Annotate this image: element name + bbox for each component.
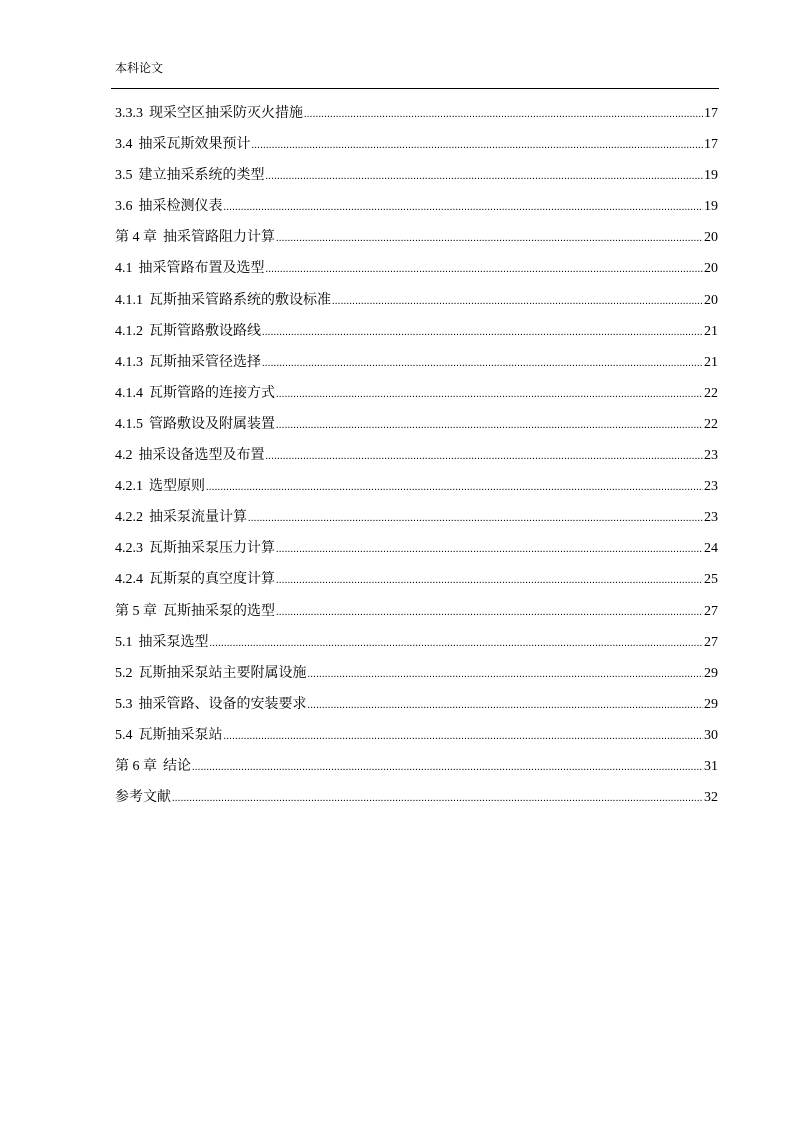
toc-entry-title: 抽采泵流量计算 <box>149 510 247 526</box>
toc-entry-number: 5.2 <box>115 665 133 681</box>
toc-entry-number: 5.4 <box>115 727 133 743</box>
toc-entry-number: 4.1 <box>115 261 133 277</box>
toc-entry-number: 第 5 章 <box>115 603 157 619</box>
toc-entry-page-number: 19 <box>704 199 718 215</box>
toc-entry[interactable] <box>115 316 718 347</box>
toc-entry[interactable] <box>115 253 718 284</box>
toc-entry-page-number: 23 <box>704 510 718 526</box>
toc-entry-title: 瓦斯抽采管径选择 <box>149 354 261 370</box>
toc-entry[interactable] <box>115 751 718 782</box>
toc-entry-title: 抽采检测仪表 <box>138 199 223 215</box>
toc-entry-heading <box>115 596 275 627</box>
toc-entry[interactable] <box>115 564 718 595</box>
toc-entry-heading <box>115 222 275 253</box>
toc-entry[interactable] <box>115 129 718 160</box>
toc-entry-title: 建立抽采系统的类型 <box>138 168 265 184</box>
toc-entry-heading <box>115 191 223 222</box>
toc-entry-heading <box>115 253 265 284</box>
toc-entry[interactable] <box>115 502 718 533</box>
running-header-title: 本科论文 <box>115 61 164 75</box>
toc-dot-leader <box>276 223 703 254</box>
toc-entry-page-number: 23 <box>704 479 718 495</box>
toc-entry-number: 5.3 <box>115 696 133 712</box>
toc-entry-number: 4.2.1 <box>115 479 143 495</box>
toc-entry[interactable] <box>115 440 718 471</box>
toc-entry-title: 结论 <box>163 758 191 774</box>
header-divider <box>111 88 719 89</box>
toc-entry-title: 瓦斯管路的连接方式 <box>149 385 275 401</box>
toc-dot-leader <box>210 628 704 659</box>
toc-entry-title: 抽采管路、设备的安装要求 <box>138 696 307 712</box>
toc-dot-leader <box>224 192 704 223</box>
toc-entry-number: 4.2.4 <box>115 572 143 588</box>
toc-dot-leader <box>252 130 704 161</box>
toc-entry-heading <box>115 160 265 191</box>
toc-entry-heading <box>115 409 275 440</box>
toc-entry-number: 3.5 <box>115 168 133 184</box>
toc-dot-leader <box>332 286 703 317</box>
toc-entry-title: 瓦斯抽采泵压力计算 <box>149 541 275 557</box>
toc-entry-heading <box>115 316 261 347</box>
toc-entry-page-number: 22 <box>704 416 718 432</box>
toc-entry[interactable] <box>115 533 718 564</box>
toc-entry-title: 瓦斯抽采泵站 <box>138 727 223 743</box>
toc-entry-page-number: 21 <box>704 354 718 370</box>
toc-entry-page-number: 23 <box>704 448 718 464</box>
toc-entry[interactable] <box>115 596 718 627</box>
toc-entry[interactable] <box>115 191 718 222</box>
toc-entry-number: 第 4 章 <box>115 230 157 246</box>
toc-entry-heading <box>115 285 331 316</box>
toc-entry-heading <box>115 129 251 160</box>
toc-entry[interactable] <box>115 409 718 440</box>
toc-entry-title: 瓦斯管路敷设路线 <box>149 323 261 339</box>
toc-entry-number: 4.1.5 <box>115 416 143 432</box>
toc-entry[interactable] <box>115 378 718 409</box>
toc-entry-page-number: 24 <box>704 541 718 557</box>
toc-entry[interactable] <box>115 658 718 689</box>
toc-dot-leader <box>192 752 703 783</box>
toc-entry-number: 4.2 <box>115 448 133 464</box>
toc-dot-leader <box>224 721 704 752</box>
toc-entry-title: 抽采瓦斯效果预计 <box>138 137 251 153</box>
toc-entry[interactable] <box>115 782 718 813</box>
toc-entry-title: 瓦斯抽采泵站主要附属设施 <box>138 665 307 681</box>
toc-dot-leader <box>276 597 703 628</box>
toc-entry-page-number: 19 <box>704 168 718 184</box>
toc-entry-heading <box>115 751 191 782</box>
toc-dot-leader <box>266 254 704 285</box>
toc-dot-leader <box>276 379 703 410</box>
toc-entry-page-number: 20 <box>704 292 718 308</box>
toc-entry-title: 抽采设备选型及布置 <box>138 448 265 464</box>
toc-entry-heading <box>115 720 223 751</box>
toc-entry-title: 瓦斯抽采管路系统的敷设标准 <box>149 292 331 308</box>
toc-entry-page-number: 25 <box>704 572 718 588</box>
toc-dot-leader <box>276 534 703 565</box>
toc-dot-leader <box>276 565 703 596</box>
toc-entry-number: 4.1.2 <box>115 323 143 339</box>
toc-entry-heading <box>115 658 307 689</box>
toc-dot-leader <box>248 503 703 534</box>
toc-entry-title: 管路敷设及附属装置 <box>149 416 275 432</box>
toc-entry-heading <box>115 347 261 378</box>
toc-entry-page-number: 17 <box>704 106 718 121</box>
toc-entry-title: 瓦斯抽采泵的选型 <box>163 603 275 619</box>
toc-entry[interactable] <box>115 627 718 658</box>
toc-entry-page-number: 20 <box>704 261 718 277</box>
toc-entry-number: 4.2.2 <box>115 510 143 526</box>
toc-dot-leader <box>276 410 703 441</box>
toc-dot-leader <box>172 783 703 814</box>
toc-entry-title: 抽采管路阻力计算 <box>163 230 275 246</box>
toc-dot-leader <box>262 348 703 379</box>
toc-entry[interactable] <box>115 689 718 720</box>
toc-entry-title: 抽采泵选型 <box>138 634 209 650</box>
toc-entry[interactable] <box>115 285 718 316</box>
toc-entry-page-number: 29 <box>704 696 718 712</box>
toc-entry[interactable] <box>115 160 718 191</box>
toc-entry[interactable] <box>115 347 718 378</box>
toc-entry-heading <box>115 782 171 813</box>
toc-entry-heading <box>115 533 275 564</box>
toc-entry[interactable] <box>115 98 718 129</box>
toc-entry-page-number: 30 <box>704 727 718 743</box>
toc-entry-number: 4.1.3 <box>115 354 143 370</box>
toc-entry-title: 瓦斯泵的真空度计算 <box>149 572 275 588</box>
toc-entry-heading <box>115 689 307 720</box>
toc-entry[interactable] <box>115 222 718 253</box>
toc-entry[interactable] <box>115 471 718 502</box>
toc-entry-title: 参考文献 <box>115 790 171 806</box>
toc-entry-title: 选型原则 <box>149 479 205 495</box>
toc-dot-leader <box>262 317 703 348</box>
toc-entry-page-number: 29 <box>704 665 718 681</box>
toc-entry-number: 3.3.3 <box>115 106 143 121</box>
toc-dot-leader <box>206 472 703 503</box>
toc-entry-page-number: 31 <box>704 758 718 774</box>
toc-entry-number: 3.6 <box>115 199 133 215</box>
toc-entry-number: 3.4 <box>115 137 133 153</box>
toc-entry-heading <box>115 502 247 533</box>
toc-entry-title: 现采空区抽采防灭火措施 <box>149 106 303 121</box>
toc-entry-page-number: 27 <box>704 603 718 619</box>
toc-entry-number: 第 6 章 <box>115 758 157 774</box>
toc-entry-number: 4.1.4 <box>115 385 143 401</box>
toc-entry-heading <box>115 378 275 409</box>
toc-entry-page-number: 17 <box>704 137 718 153</box>
toc-entry-heading <box>115 564 275 595</box>
toc-dot-leader <box>308 659 704 690</box>
toc-entry-heading <box>115 98 303 129</box>
toc-dot-leader <box>308 690 704 721</box>
toc-entry-heading <box>115 627 209 658</box>
toc-entry-page-number: 32 <box>704 790 718 806</box>
toc-dot-leader <box>266 161 704 192</box>
toc-entry-page-number: 21 <box>704 323 718 339</box>
table-of-contents <box>115 98 718 813</box>
toc-entry-heading <box>115 471 205 502</box>
toc-entry-page-number: 22 <box>704 385 718 401</box>
toc-entry-number: 4.1.1 <box>115 292 143 308</box>
toc-dot-leader <box>266 441 704 472</box>
toc-entry[interactable] <box>115 720 718 751</box>
toc-entry-page-number: 27 <box>704 634 718 650</box>
toc-entry-number: 5.1 <box>115 634 133 650</box>
toc-dot-leader <box>304 99 703 130</box>
toc-entry-number: 4.2.3 <box>115 541 143 557</box>
toc-entry-page-number: 20 <box>704 230 718 246</box>
toc-entry-heading <box>115 440 265 471</box>
toc-entry-title: 抽采管路布置及选型 <box>138 261 265 277</box>
